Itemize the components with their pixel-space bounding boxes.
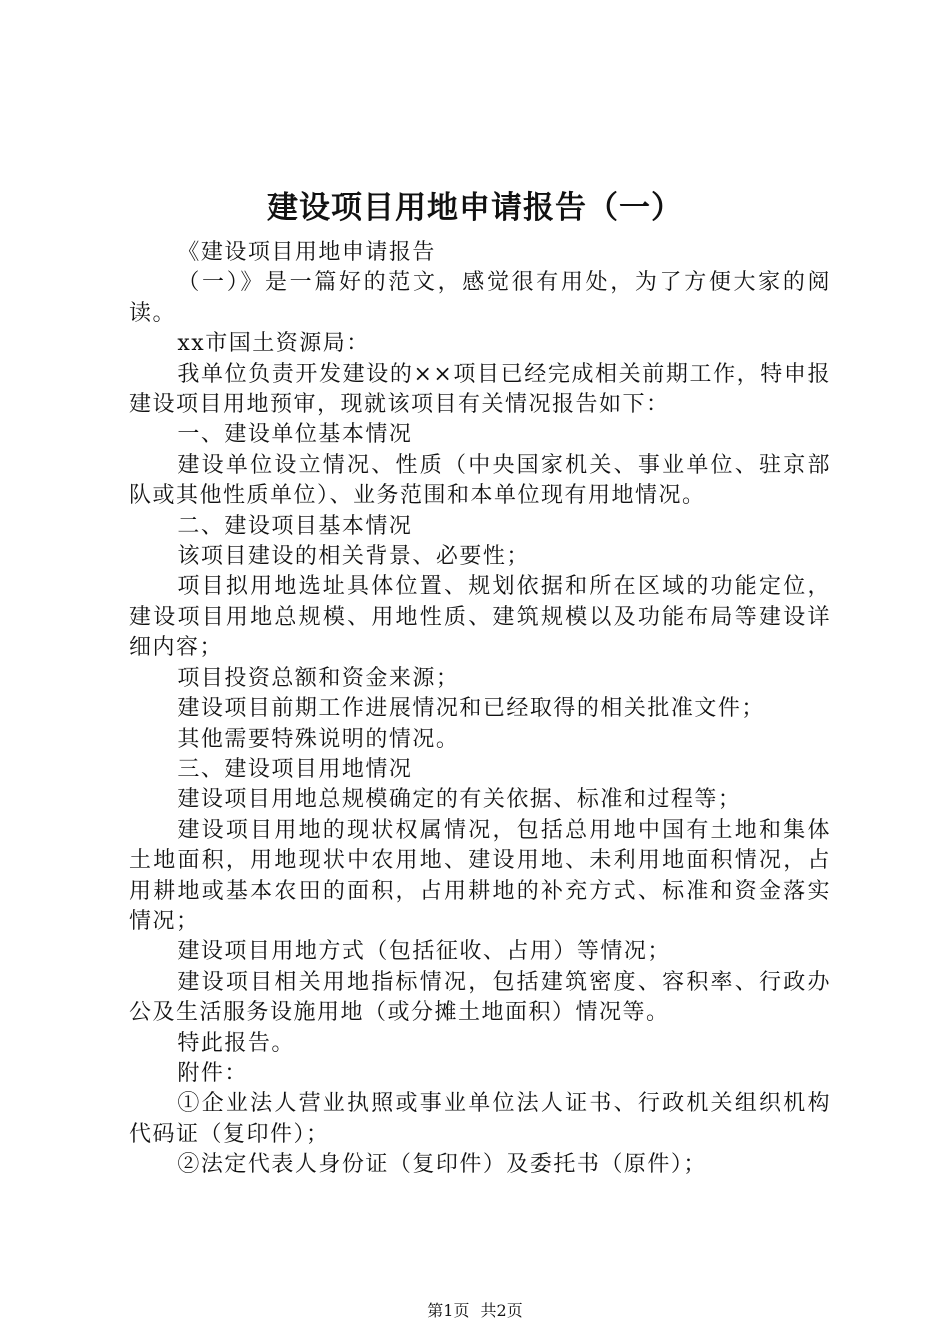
attachment-item: ②法定代表人身份证（复印件）及委托书（原件）； xyxy=(177,1152,707,1178)
paragraph-intro-2: （一）》是一篇好的范文，感觉很有用处，为了方便大家的阅读。 xyxy=(129,270,831,326)
paragraph: 建设项目相关用地指标情况，包括建筑密度、容积率、行政办公及生活服务设施用地（或分摊土地面积）情况等。 xyxy=(129,969,831,1026)
paragraph: 建设项目用地的现状权属情况，包括总用地中国有土地和集体土地面积，用地现状中农用地、建设用地、未利用地面积情况，占用耕地或基本农田的面积，占用耕地的补充方式、标准和资金落实情况； xyxy=(129,817,831,934)
paragraph: 项目投资总额和资金来源； xyxy=(177,665,460,691)
attachment-item: ①企业法人营业执照或事业单位法人证书、行政机关组织机构代码证（复印件）； xyxy=(129,1091,831,1147)
paragraph-opening: 我单位负责开发建设的××项目已经完成相关前期工作，特申报建设项目用地预审，现就该项目有关情况报告如下： xyxy=(129,361,831,418)
paragraph-closing: 特此报告。 xyxy=(177,1030,295,1056)
document-body xyxy=(129,238,831,1181)
paragraph-intro-1: 《建设项目用地申请报告 xyxy=(177,240,436,265)
section-heading-2: 二、建设项目基本情况 xyxy=(177,513,413,539)
paragraph: 项目拟用地选址具体位置、规划依据和所在区域的功能定位，建设项目用地总规模、用地性质、建筑规模以及功能布局等建设详细内容； xyxy=(129,574,831,661)
section-heading-1: 一、建设单位基本情况 xyxy=(177,422,413,448)
paragraph: 建设项目用地总规模确定的有关依据、标准和过程等； xyxy=(177,787,742,813)
paragraph: 其他需要特殊说明的情况。 xyxy=(177,726,460,752)
paragraph-addressee: xx市国土资源局： xyxy=(177,331,370,357)
document-title: 建设项目用地申请报告（一） xyxy=(267,190,683,226)
paragraph: 建设单位设立情况、性质（中央国家机关、事业单位、驻京部队或其他性质单位）、业务范围和本单位现有用地情况。 xyxy=(129,452,831,509)
paragraph: 建设项目用地方式（包括征收、占用）等情况； xyxy=(177,939,671,965)
section-heading-3: 三、建设项目用地情况 xyxy=(177,756,413,782)
attachments-label: 附件： xyxy=(177,1060,248,1086)
paragraph: 该项目建设的相关背景、必要性； xyxy=(177,544,530,570)
paragraph: 建设项目前期工作进展情况和已经取得的相关批准文件； xyxy=(177,696,765,722)
page-footer: 第1页 共2页 xyxy=(427,1301,523,1320)
